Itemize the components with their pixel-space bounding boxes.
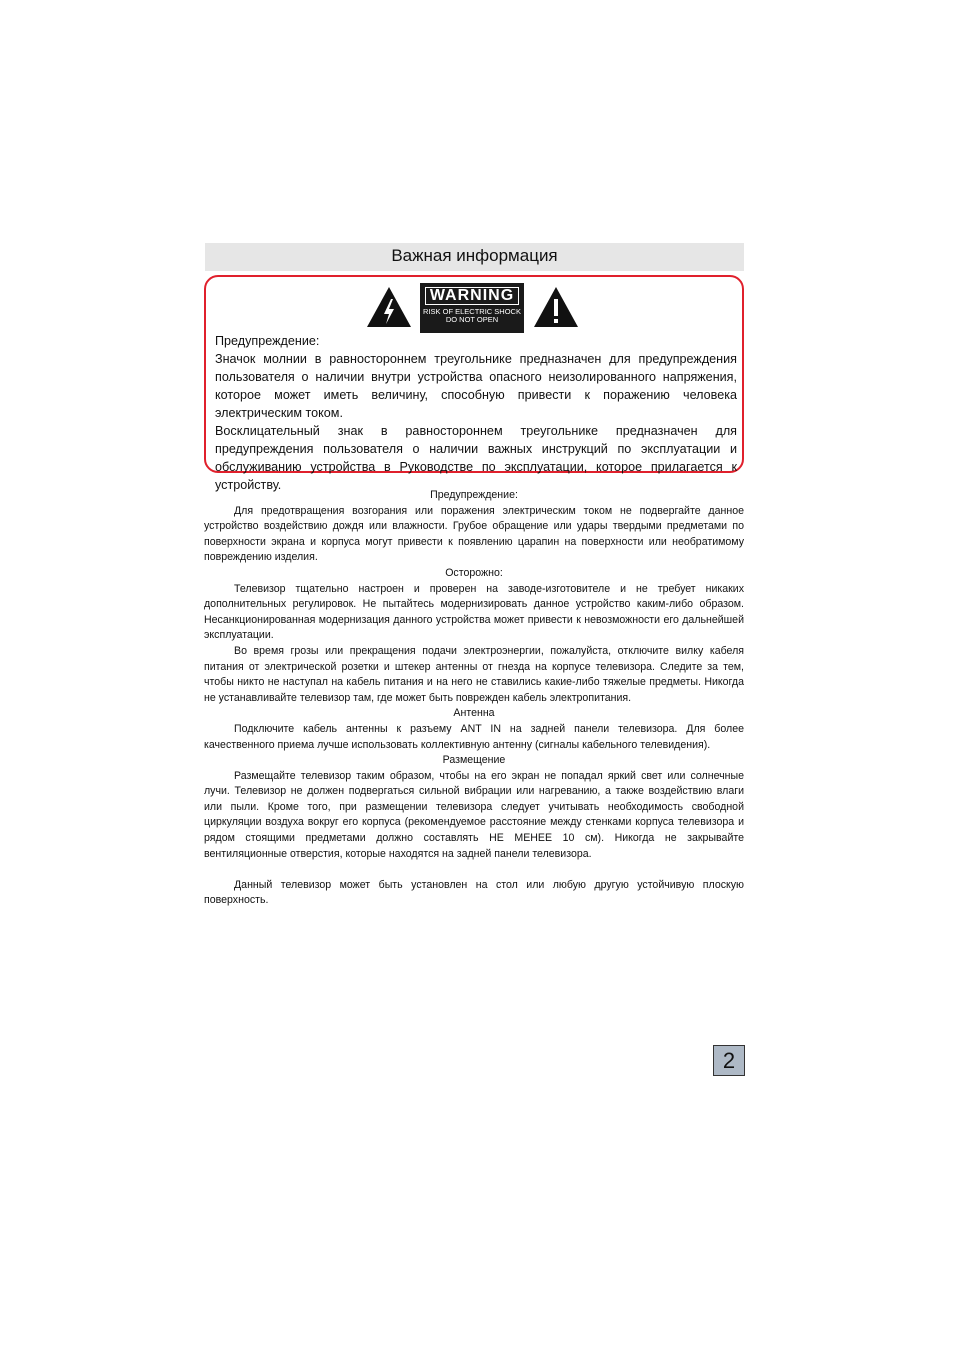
warning-box-heading: Предупреждение:	[215, 334, 320, 348]
page-number: 2	[713, 1045, 745, 1076]
title-bar	[205, 243, 744, 271]
warning-box	[204, 275, 744, 492]
warning-word: WARNING	[425, 287, 519, 305]
exclamation-triangle-icon	[533, 286, 579, 328]
caution-paragraph-2: Во время грозы или прекращения подачи электроэнергии, пожалуйста, отключите вилку кабеля питания от электрической розетки и штекер антенны от гнезда на корпусе телевизора. Следите за тем, чтобы никто не наступал на кабель питания и на него не ставились какие-либо тяжелые предметы. Никогда не устанавливайте телевизор там, где может быть поврежден кабель электропитания.	[204, 644, 744, 704]
warning-sub-line1: RISK OF ELECTRIC SHOCK	[423, 307, 521, 316]
placement-heading: Размещение	[442, 754, 506, 767]
warning-paragraph: Для предотвращения возгорания или поражения электрическим током не подвергайте данное устройство воздействию дождя или влажности. Грубое обращение или удары твердыми предметами по поверхности экрана и корпуса могут привести к появлению царапин на поверхности или необратимому повреждению изделия.	[204, 504, 744, 564]
installation-paragraph: Данный телевизор может быть установлен на стол или любую другую устойчивую плоскую поверхность.	[204, 878, 744, 907]
lightning-triangle-icon	[366, 286, 412, 328]
spacer	[204, 862, 744, 878]
caution-heading: Осторожно:	[445, 566, 503, 579]
caution-paragraph-1: Телевизор тщательно настроен и проверен на заводе-изготовителе и не требует никаких дополнительных регулировок. Не пытайтесь модернизировать данное устройство каким-либо образом. Несанкционированная модернизация данного устройства может привести к невозможности его дальнейшей эксплуатации.	[204, 582, 744, 642]
warning-sub-line2: DO NOT OPEN	[445, 315, 499, 324]
warning-heading: Предупреждение:	[430, 489, 518, 501]
page-title: Важная информация	[391, 246, 558, 265]
warning-icons	[366, 280, 586, 334]
antenna-heading: Антенна	[453, 707, 495, 720]
placement-paragraph: Размещайте телевизор таким образом, чтобы на его экран не попадал яркий свет или солнечные лучи. Телевизор не должен подвергаться сильной вибрации или нагреванию, а также воздействию влаги или пыли. Кроме того, при размещении телевизора следует учитывать необходимость свободной циркуляции воздуха вокруг его корпуса (рекомендуемое расстояние между стенками корпуса телевизора и рядом стоящими предметами должно составлять НЕ МЕНЕЕ 10 см). Никогда не закрывайте вентиляционные отверстия, которые находятся на задней панели телевизора.	[204, 769, 744, 860]
warning-text	[215, 332, 737, 494]
warning-label	[420, 283, 524, 333]
body-text	[204, 488, 744, 909]
antenna-paragraph: Подключите кабель антенны к разъему ANT IN на задней панели телевизора. Для более качественного приема лучше использовать коллективную антенну (сигналы кабельного телевидения).	[204, 722, 744, 751]
warning-box-paragraph-1: Значок молнии в равностороннем треугольнике предназначен для предупреждения пользователя о наличии внутри устройства опасного неизолированного напряжения, которое может иметь величину, способную привести к поражению человека электрическим током.	[215, 352, 737, 420]
warning-box-paragraph-2: Восклицательный знак в равностороннем треугольнике предназначен для предупреждения пользователя о наличии важных инструкций по эксплуатации и обслуживанию устройства в Руководстве по эксплуатации, которое прилагается к устройству.	[215, 424, 737, 492]
